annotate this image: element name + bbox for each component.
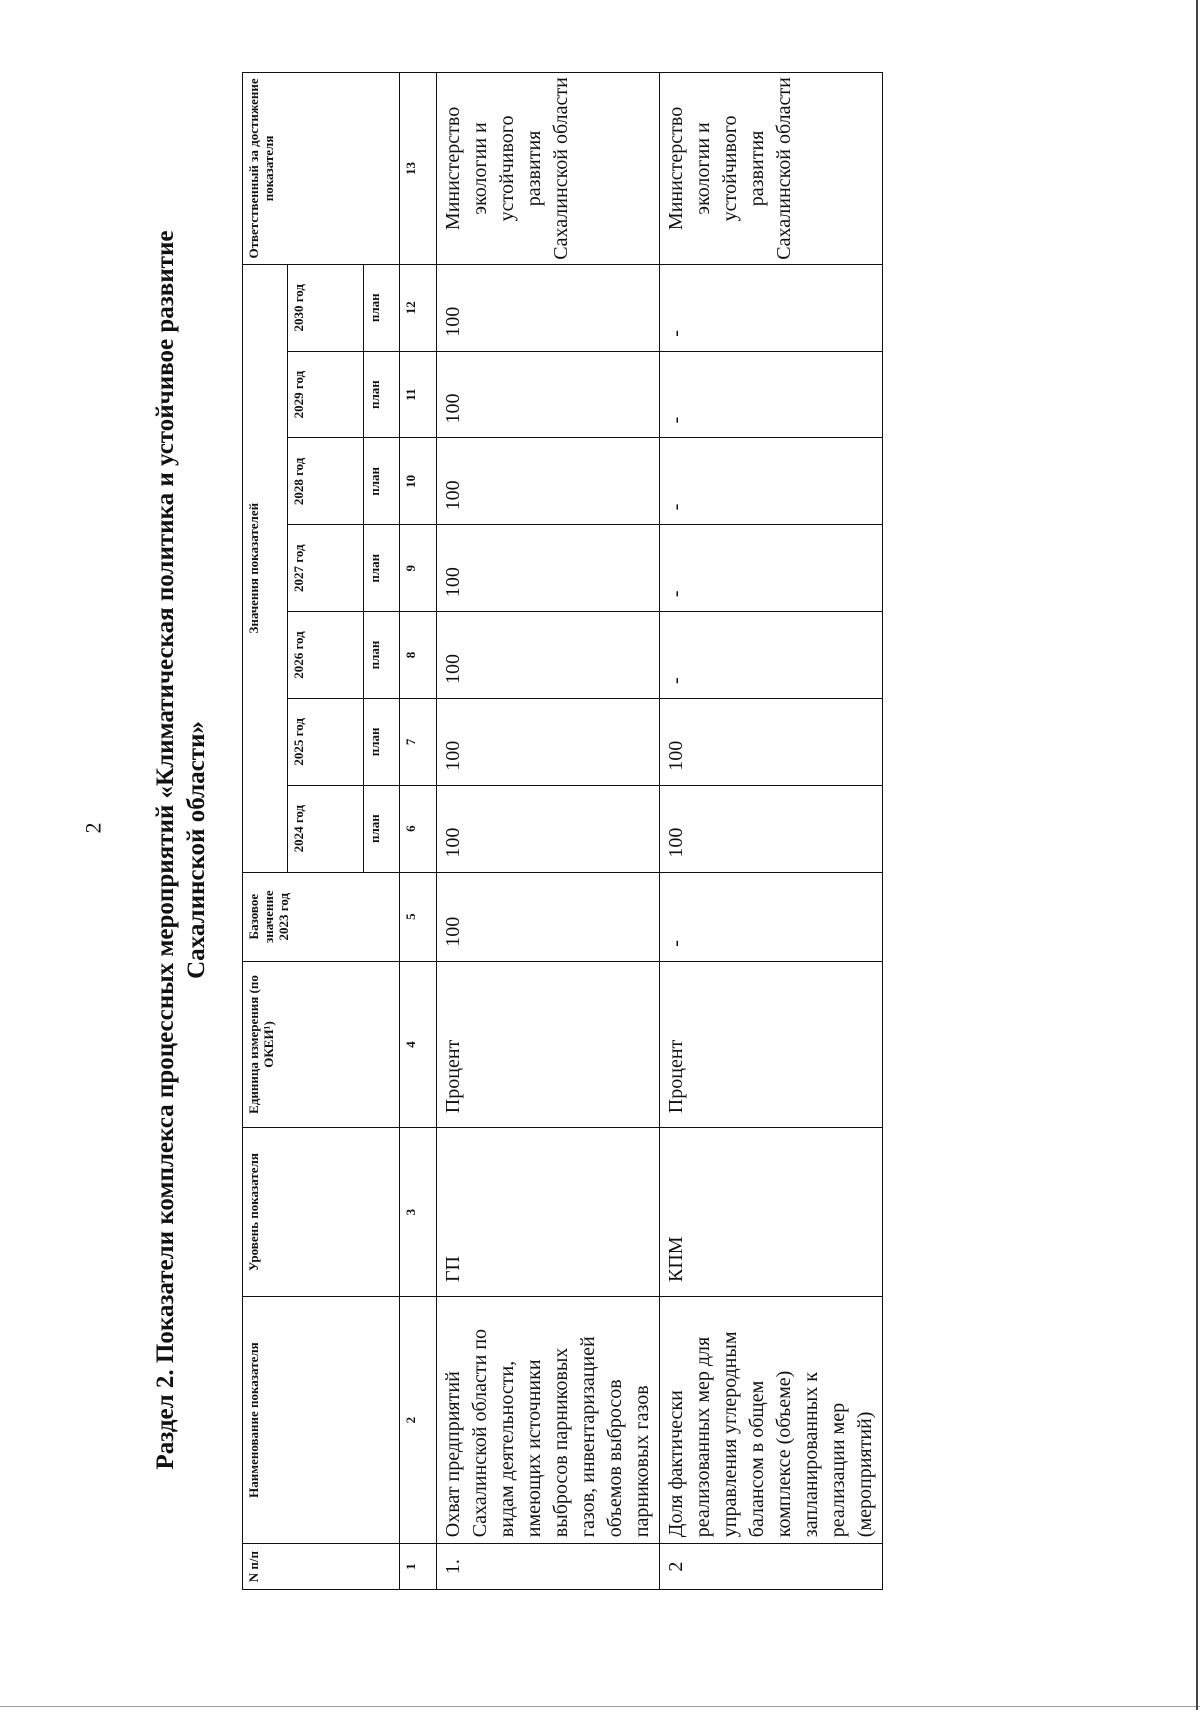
row-value-2024: 100 [660, 785, 883, 872]
header-year-2029: 2029 год [287, 351, 364, 438]
header-values-group: Значения показателей [243, 264, 288, 872]
column-number: 1 [400, 1544, 437, 1590]
column-number: 4 [400, 961, 437, 1127]
row-name: Охват предприятий Сахалинской области по видам деятельности, имеющих источники выбросов парниковых газов, инвентаризацией объемов выбросов парниковых газов [437, 1297, 660, 1544]
header-num: N п/п [243, 1544, 400, 1590]
header-base: Базовое значение 2023 год [243, 872, 400, 961]
column-number: 13 [400, 73, 437, 265]
row-value-2030: 100 [437, 264, 660, 351]
header-year-2027: 2027 год [287, 525, 364, 612]
section-title-line-2: Сахалинской области» [183, 721, 210, 979]
column-number: 5 [400, 872, 437, 961]
header-year-2030: 2030 год [287, 264, 364, 351]
column-number: 2 [400, 1297, 437, 1544]
row-level: ГП [437, 1128, 660, 1297]
scan-edge-line [0, 1706, 1200, 1707]
row-base: 100 [437, 872, 660, 961]
rotated-page-content [150, 77, 1150, 1600]
column-number: 11 [400, 351, 437, 438]
row-name: Доля фактически реализованных мер для управления углеродным балансом в общем комплексе (объеме) запланированных к реализации мер (мероприятий) [660, 1297, 883, 1544]
column-number: 12 [400, 264, 437, 351]
row-num: 2 [660, 1544, 883, 1590]
header-unit: Единица измерения (по ОКЕИ¹) [243, 961, 400, 1127]
table-row [660, 73, 883, 1590]
row-value-2024: 100 [437, 785, 660, 872]
header-plan: план [364, 264, 400, 351]
header-year-2028: 2028 год [287, 438, 364, 525]
column-number: 9 [400, 525, 437, 612]
row-unit: Процент [660, 961, 883, 1127]
row-level: КПМ [660, 1128, 883, 1297]
header-plan: план [364, 438, 400, 525]
column-number: 7 [400, 698, 437, 785]
column-number: 6 [400, 785, 437, 872]
header-year-2026: 2026 год [287, 612, 364, 699]
section-title-line-1: Раздел 2. Показатели комплекса процессных мероприятий «Климатическая политика и устойчивое развитие [152, 230, 179, 1470]
table-row [437, 73, 660, 1590]
row-value-2025: 100 [660, 698, 883, 785]
header-year-2024: 2024 год [287, 785, 364, 872]
header-name: Наименование показателя [243, 1297, 400, 1544]
header-plan: план [364, 698, 400, 785]
row-unit: Процент [437, 961, 660, 1127]
page-number: 2 [80, 822, 106, 834]
header-plan: план [364, 785, 400, 872]
row-value-2030: - [660, 264, 883, 351]
row-base: - [660, 872, 883, 961]
column-number: 8 [400, 612, 437, 699]
row-num: 1. [437, 1544, 660, 1590]
row-responsible: Министерство экологии и устойчивого развития Сахалинской области [437, 73, 660, 265]
row-responsible: Министерство экологии и устойчивого развития Сахалинской области [660, 73, 883, 265]
column-number: 10 [400, 438, 437, 525]
row-value-2027: - [660, 525, 883, 612]
row-value-2028: - [660, 438, 883, 525]
header-row-1 [243, 73, 288, 1590]
header-year-2025: 2025 год [287, 698, 364, 785]
row-value-2026: 100 [437, 612, 660, 699]
header-plan: план [364, 351, 400, 438]
scan-edge-line [1196, 0, 1198, 1710]
column-numbers-row [400, 73, 437, 1590]
indicators-table [242, 72, 883, 1590]
header-level: Уровень показателя [243, 1128, 400, 1297]
row-value-2025: 100 [437, 698, 660, 785]
row-value-2027: 100 [437, 525, 660, 612]
row-value-2029: 100 [437, 351, 660, 438]
header-responsible: Ответственный за достижение показателя [243, 73, 400, 265]
header-plan: план [364, 525, 400, 612]
row-value-2028: 100 [437, 438, 660, 525]
column-number: 3 [400, 1128, 437, 1297]
section-title [150, 100, 212, 1600]
row-value-2029: - [660, 351, 883, 438]
row-value-2026: - [660, 612, 883, 699]
header-plan: план [364, 612, 400, 699]
